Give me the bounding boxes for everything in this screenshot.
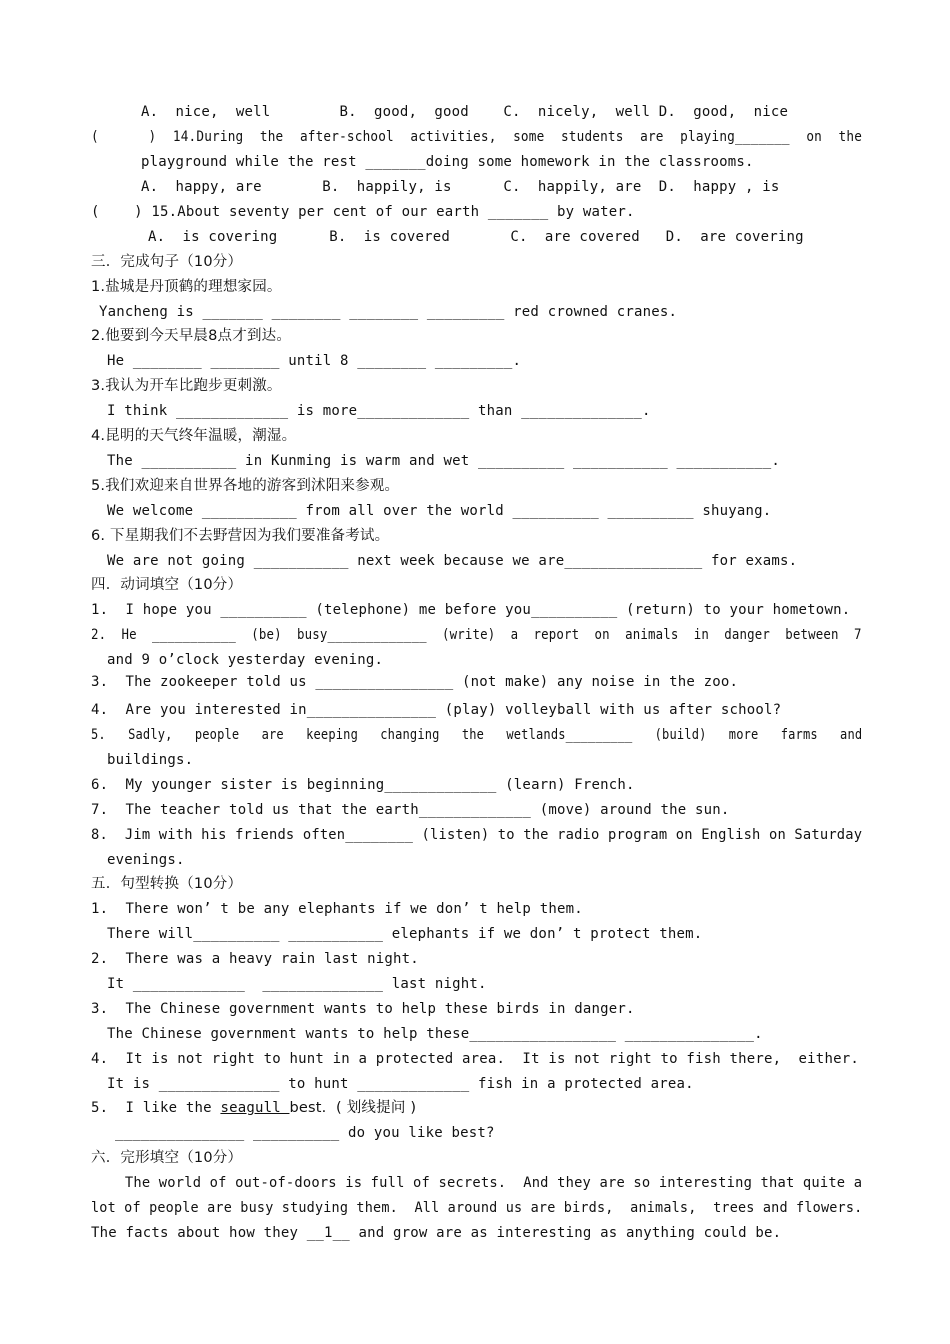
section5-heading: 五．句型转换（10分） (91, 876, 243, 892)
s5-line: It is ______________ to hunt _____________ fish in a protected area. (107, 1076, 694, 1092)
s3-item5-english: We welcome ___________ from all over the world __________ __________ shuyang. (107, 503, 772, 519)
s4-line: 4. Are you interested in_______________ (play) volleyball with us after school? (91, 702, 782, 718)
s4-line: 2. He ___________ (be) busy_____________ (write) a report on animals in danger between 7 (91, 627, 862, 643)
s3-item6-english: We are not going ___________ next week because we are________________ for exams. (107, 553, 798, 569)
s4-line: evenings. (107, 852, 185, 868)
s6-passage-line: lot of people are busy studying them. All around us are birds, animals, trees and flowers. (91, 1200, 863, 1216)
s5-q5-line (91, 1098, 416, 1118)
s5-q5-prefix: 5. I like the (91, 1100, 221, 1116)
section3-heading: 三．完成句子（10分） (91, 254, 243, 270)
s3-item3-chinese: 3.我认为开车比跑步更刺激。 (91, 378, 282, 394)
q13-options: A. nice, well B. good, good C. nicely, well D. good, nice (141, 104, 789, 120)
s4-line: 5. Sadly, people are keeping changing the wetlands_________ (build) more farms and (91, 727, 863, 743)
s5-line: The Chinese government wants to help these_________________ _______________. (107, 1026, 763, 1042)
s5-line: It _____________ ______________ last night. (107, 976, 487, 992)
s6-passage-line: The world of out-of-doors is full of secrets. And they are so interesting that quite a (91, 1175, 863, 1191)
s3-item3-english: I think _____________ is more_____________ than ______________. (107, 403, 651, 419)
s5-q5-suffix: best. ( 划线提问 ) (289, 1100, 417, 1116)
s5-line: 2. There was a heavy rain last night. (91, 951, 419, 967)
s5-q5-answer-line: _______________ __________ do you like best? (115, 1125, 495, 1141)
s5-q5-underlined-word: seagull (220, 1100, 290, 1116)
s3-item1-chinese: 1.盐城是丹顶鹤的理想家园。 (91, 279, 282, 295)
q14-line1: ( ) 14.During the after-school activities, some students are playing_______ on the (91, 129, 863, 145)
section6-heading: 六．完形填空（10分） (91, 1150, 243, 1166)
s4-line: 1. I hope you __________ (telephone) me before you__________ (return) to your hometown. (91, 602, 851, 618)
s3-item1-english: Yancheng is _______ ________ ________ _________ red crowned cranes. (99, 304, 678, 320)
s4-line: 3. The zookeeper told us ________________ (not make) any noise in the zoo. (91, 674, 739, 690)
q15-line1: ( ) 15.About seventy per cent of our earth _______ by water. (91, 204, 635, 220)
s4-line: and 9 o’clock yesterday evening. (107, 652, 384, 668)
s4-line: 6. My younger sister is beginning_____________ (learn) French. (91, 777, 635, 793)
s3-item2-chinese: 2.他要到今天早晨8点才到达。 (91, 328, 292, 344)
q15-options: A. is covering B. is covered C. are covered D. are covering (148, 229, 804, 245)
s5-line: 4. It is not right to hunt in a protected area. It is not right to fish there, either. (91, 1051, 859, 1067)
s4-line: buildings. (107, 752, 194, 768)
s5-line: 3. The Chinese government wants to help these birds in danger. (91, 1001, 635, 1017)
s3-item5-chinese: 5.我们欢迎来自世界各地的游客到沭阳来参观。 (91, 478, 400, 494)
s6-passage-line: The facts about how they __1__ and grow are as interesting as anything could be. (91, 1225, 782, 1241)
s3-item4-chinese: 4.昆明的天气终年温暖，潮湿。 (91, 428, 297, 444)
q14-options: A. happy, are B. happily, is C. happily, are D. happy , is (141, 179, 780, 195)
s5-line: 1. There won’ t be any elephants if we don’ t help them. (91, 901, 583, 917)
section4-heading: 四．动词填空（10分） (91, 577, 243, 593)
q14-line2: playground while the rest _______doing some homework in the classrooms. (141, 154, 754, 170)
s4-line: 8. Jim with his friends often________ (listen) to the radio program on English on Saturday (91, 827, 863, 843)
s3-item2-english: He ________ ________ until 8 ________ _________. (107, 353, 522, 369)
s3-item4-english: The ___________ in Kunming is warm and wet __________ ___________ ___________. (107, 453, 781, 469)
s4-line: 7. The teacher told us that the earth_____________ (move) around the sun. (91, 802, 730, 818)
s5-line: There will__________ ___________ elephants if we don’ t protect them. (107, 926, 703, 942)
s3-item6-chinese: 6. 下星期我们不去野营因为我们要准备考试。 (91, 528, 390, 544)
